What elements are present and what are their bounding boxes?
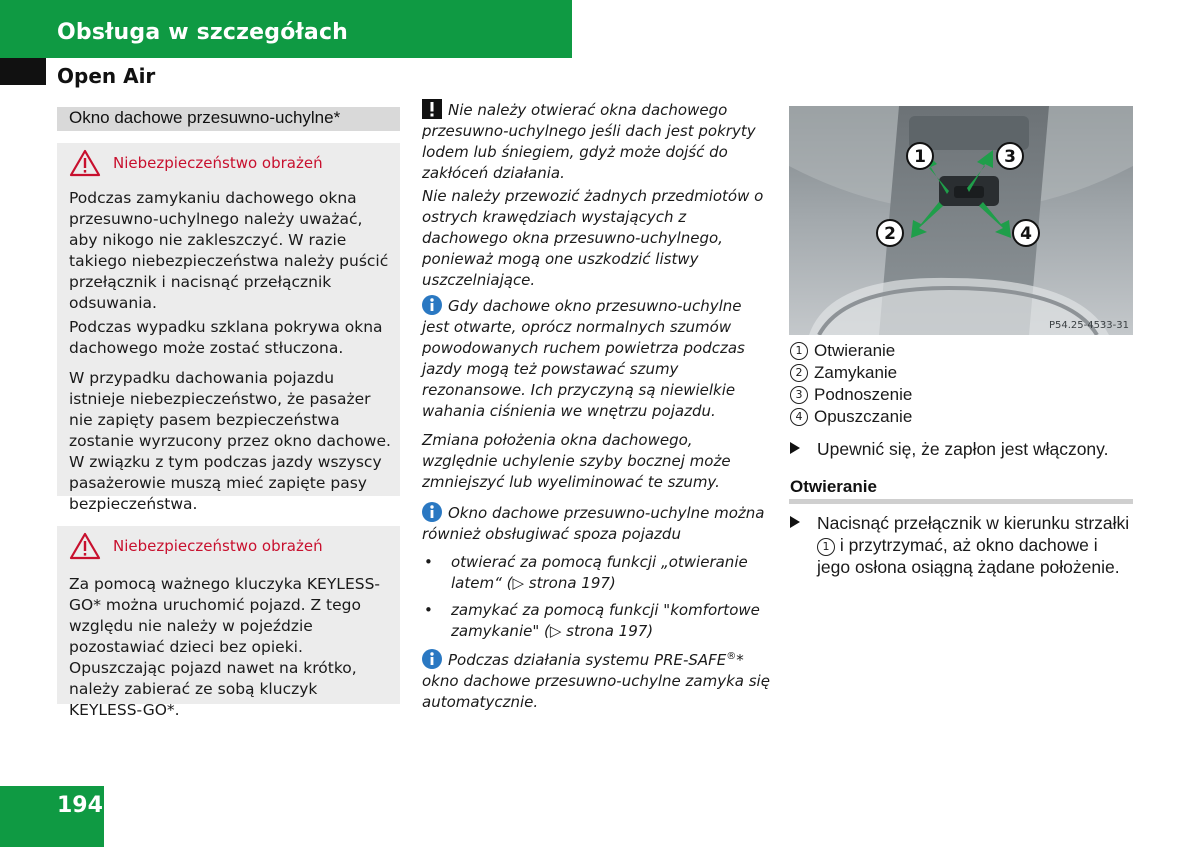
instruction-text: Upewnić się, że zapłon jest włączony.	[817, 439, 1109, 459]
warning-paragraph: Podczas zamykaniu dachowego okna przesuwno-uchylnego należy uważać, aby nikogo nie zakleszczyć. W razie takiego niebezpieczeństwa należy puścić przełącznik i nacisnąć przełącznik odsuwania.	[69, 189, 389, 312]
bullet-item	[422, 552, 772, 594]
caution-note-2: Nie należy przewozić żadnych przedmiotów o ostrych krawędziach wystających z dachowego okna przesuwno-uchylnego, ponieważ mogą one uszkodzić listwy uszczelniające.	[422, 187, 764, 289]
warning-title: Niebezpieczeństwo obrażeń	[113, 154, 323, 172]
section-title: Open Air	[57, 64, 156, 88]
photo-callout-3: 3	[1004, 147, 1016, 167]
warning-triangle-icon	[69, 532, 101, 560]
legend-item	[790, 341, 895, 361]
legend-item	[790, 385, 912, 405]
info-text: Gdy dachowe okno przesuwno-uchylne jest otwarte, oprócz normalnych szumów powodowanych ruchem powietrza podczas jazdy mogą też powstawać szumy rezonansowe. Ich przyczyną są niewielkie wahania ciśnienia we wnętrzu pojazdu.	[422, 297, 745, 420]
step-arrow-icon	[790, 442, 800, 454]
legend-label: Otwieranie	[814, 341, 896, 360]
info-note	[422, 646, 772, 713]
chapter-title: Obsługa w szczegółach	[57, 20, 349, 45]
bullet-text: otwierać za pomocą funkcji „otwieranie latem“ (▷ strona 197)	[451, 553, 748, 592]
bullet-dot-icon: •	[424, 553, 433, 571]
photo-callout-2: 2	[884, 224, 896, 244]
caution-text: Nie należy otwierać okna dachowego przesuwno-uchylnego jeśli dach jest pokryty lodem lub śniegiem, gdyż może dojść do zakłóceń działania.	[422, 101, 756, 182]
overhead-control-photo	[789, 106, 1133, 335]
topic-heading: Okno dachowe przesuwno-uchylne*	[69, 108, 341, 127]
info-note-continued: Zmiana położenia okna dachowego, względnie uchylenie szyby bocznej może zmniejszyć lub wyeliminować te szumy.	[422, 431, 731, 491]
warning-header	[69, 532, 323, 560]
bullet-text: zamykać za pomocą funkcji "komfortowe zamykanie" (▷ strona 197)	[451, 601, 760, 640]
info-note	[422, 502, 772, 545]
warning-triangle-icon	[69, 149, 101, 177]
bullet-item	[422, 600, 772, 642]
overhead-control-illustration	[789, 106, 1133, 335]
registered-mark: ®	[726, 651, 737, 662]
bullet-dot-icon: •	[424, 601, 433, 619]
info-icon	[422, 295, 442, 315]
topic-heading-bar	[57, 107, 400, 131]
info-text: Okno dachowe przesuwno-uchylne można również obsługiwać spoza pojazdu	[422, 504, 765, 543]
info-icon	[422, 502, 442, 522]
warning-paragraph: Za pomocą ważnego kluczyka KEYLESS-GO* można uruchomić pojazd. Z tego względu nie należy w pojeździe pozostawiać dzieci bez opieki. Opuszczając pojazd nawet na krótko, należy zabierać ze sobą kluczyk KEYLESS-GO*.	[69, 575, 381, 719]
photo-callout-1: 1	[914, 147, 926, 167]
legend-number: 3	[790, 386, 808, 404]
legend-label: Opuszczanie	[814, 407, 913, 426]
inline-callout-number: 1	[817, 538, 835, 556]
section-marker	[0, 58, 46, 85]
legend-item	[790, 407, 912, 427]
subheading: Otwieranie	[790, 477, 877, 496]
legend-number: 2	[790, 364, 808, 382]
caution-exclamation-icon	[422, 99, 442, 119]
warning-header	[69, 149, 323, 177]
info-text-continued: okno dachowe przesuwno-uchylne zamyka się automatycznie.	[422, 672, 770, 711]
warning-paragraph: W przypadku dachowania pojazdu istnieje niebezpieczeństwo, że pasażer nie zapięty pasem bezpieczeństwa zostanie wyrzucony przez okno dachowe. W związku z tym podczas jazdy wszyscy pasażerowie muszą mieć zapięte pasy bezpieczeństwa.	[69, 369, 391, 513]
subheading-rule	[789, 499, 1133, 504]
legend-item	[790, 363, 897, 383]
warning-paragraph: Podczas wypadku szklana pokrywa okna dachowego może zostać stłuczona.	[69, 318, 383, 357]
instruction-step	[790, 512, 1135, 578]
instruction-step	[790, 438, 1135, 460]
asterisk: *	[736, 651, 744, 669]
legend-label: Zamykanie	[814, 363, 898, 382]
instruction-text-continued: i przytrzymać, aż okno dachowe i jego osłona osiągną żądane położenie.	[817, 535, 1120, 577]
step-arrow-icon	[790, 516, 800, 528]
legend-number: 4	[790, 408, 808, 426]
warning-box-keyless	[57, 526, 400, 719]
legend-label: Podnoszenie	[814, 385, 913, 404]
warning-title: Niebezpieczeństwo obrażeń	[113, 537, 323, 555]
warning-box-injury	[57, 143, 400, 513]
photo-callout-4: 4	[1020, 224, 1032, 244]
page-number: 194	[57, 793, 103, 818]
info-note	[422, 295, 772, 422]
info-text: Podczas działania systemu PRE-SAFE	[448, 651, 727, 669]
legend-number: 1	[790, 342, 808, 360]
info-icon	[422, 649, 442, 669]
instruction-text: Nacisnąć przełącznik w kierunku strzałki	[817, 513, 1130, 533]
caution-note	[422, 99, 772, 184]
photo-code: P54.25-4533-31	[1048, 320, 1129, 331]
